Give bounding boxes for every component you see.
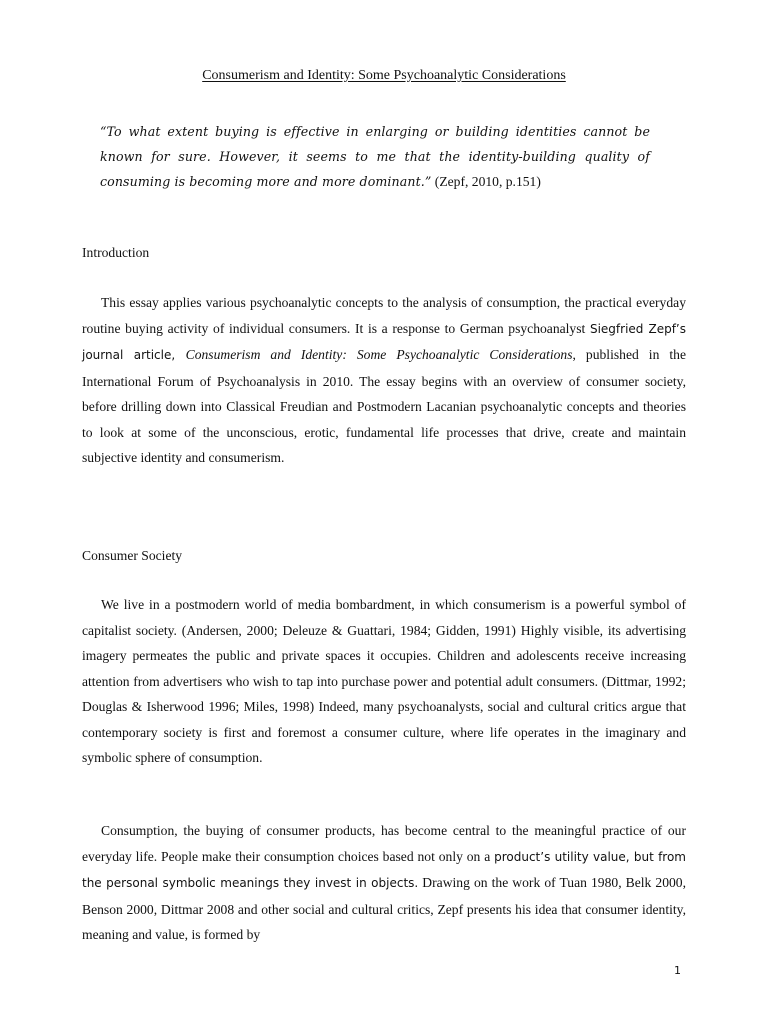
introduction-article-title: Consumerism and Identity: Some Psychoanalytic Considerations <box>185 347 573 362</box>
consumer-society-p2-part3: Drawing on the work of Tuan 1980, Belk 2000, Benson 2000, Dittmar 2008 and other social and cultural critics, Zepf presents his idea that consumer identity, meaning and value, is formed by <box>82 875 687 942</box>
epigraph-citation: (Zepf, 2010, p.151) <box>431 174 541 189</box>
consumer-society-paragraph-2 <box>82 818 686 948</box>
epigraph-quote <box>100 119 650 194</box>
section-heading-consumer-society: Consumer Society <box>82 548 183 563</box>
page-number: 1 <box>674 964 681 977</box>
introduction-text-part1: This essay applies various psychoanalytic concepts to the analysis of consumption, the practical everyday routine buying activity of individual consumers. It is a response to German psychoanalyst <box>82 295 686 336</box>
introduction-text-part2: Siegfried Zepf’s journal article, <box>82 321 686 362</box>
consumer-society-p2-part2: product’s utility value, but from the personal symbolic meanings they invest in objects. <box>82 849 686 890</box>
epigraph-text: “To what extent buying is effective in enlarging or building identities cannot be known for sure. However, it seems to me that the identity-building quality of consuming is becoming more and more dominant.” <box>100 124 650 189</box>
section-heading-introduction: Introduction <box>82 245 150 260</box>
document-title: Consumerism and Identity: Some Psychoanalytic Considerations <box>202 68 566 83</box>
consumer-society-paragraph-1: We live in a postmodern world of media bombardment, in which consumerism is a powerful symbol of capitalist society. (Andersen, 2000; Deleuze & Guattari, 1984; Gidden, 1991) Highly visible, its advertising imagery permeates the public and private spaces it occupies. Children and adolescents receive increasing attention from advertisers who wish to tap into purchase power and potential adult consumers. (Dittmar, 1992; Douglas & Isherwood 1996; Miles, 1998) Indeed, many psychoanalysts, social and cultural critics argue that contemporary society is first and foremost a consumer culture, where life operates in the imaginary and symbolic sphere of consumption. <box>82 597 686 765</box>
consumer-society-p2-part1: Consumption, the buying of consumer products, has become central to the meaningful practice of our everyday life. People make their consumption choices based not only on a <box>82 823 686 864</box>
introduction-paragraph <box>82 290 686 471</box>
introduction-text-part4: , published in the International Forum of Psychoanalysis in 2010. The essay begins with an overview of consumer society, before drilling down into Classical Freudian and Postmodern Lacanian psychoanalytic concepts and theories to look at some of the unconscious, erotic, fundamental life processes that drive, create and maintain subjective identity and consumerism. <box>82 347 686 465</box>
